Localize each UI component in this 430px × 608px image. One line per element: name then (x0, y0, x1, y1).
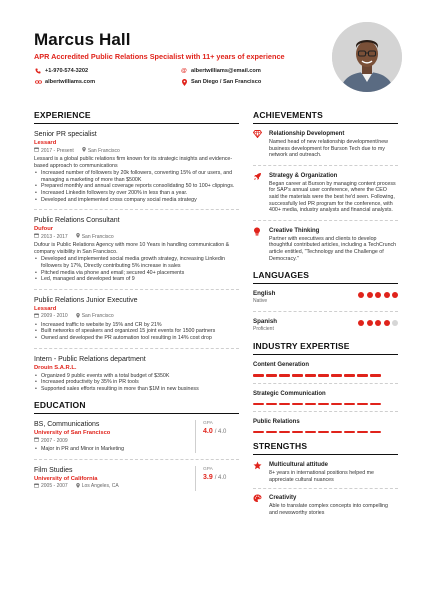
language-level: Native (253, 298, 268, 305)
language-info (253, 290, 275, 305)
contact-email[interactable] (180, 67, 320, 75)
strength-item (253, 488, 398, 516)
language-rating (356, 320, 399, 326)
education-degree: Film Studies (34, 466, 73, 474)
strength-list (253, 461, 398, 516)
job-bullet: • Increased productivity by 35% in PR tools (34, 379, 239, 386)
achievements-heading: ACHIEVEMENTS (253, 110, 398, 124)
experience-list (34, 130, 239, 392)
experience-item (34, 209, 239, 283)
education-bullets (34, 446, 184, 453)
language-item (253, 290, 398, 305)
job-bullet: • Owned and developed the PR automation tool resulting in 14% cost drop (34, 335, 239, 342)
rating-segment (331, 374, 342, 376)
job-bullet: • Organized 9 public events with a total budget of $350K (34, 373, 239, 380)
map-pin-icon (76, 483, 80, 491)
rating-segment (253, 403, 264, 405)
rating-segment (357, 374, 368, 376)
rating-segment (331, 431, 342, 433)
rating-segment (279, 374, 290, 376)
achievement-body (269, 227, 398, 262)
job-company: Dufour (34, 226, 53, 233)
candidate-headline: APR Accredited Public Relations Specialist with 11+ years of experience (34, 52, 285, 61)
strength-body (269, 461, 398, 483)
star-icon (253, 461, 269, 483)
education-school: University of California (34, 475, 98, 482)
job-bullets (34, 373, 239, 393)
education-bullet: • Major in PR and Minor in Marketing (34, 446, 184, 453)
rating-segment (279, 403, 290, 405)
achievement-title: Creative Thinking (269, 227, 320, 234)
rating-segment (370, 374, 381, 376)
achievement-title: Relationship Development (269, 131, 345, 137)
calendar-icon (34, 147, 39, 155)
rating-segment (357, 431, 368, 433)
industry-name: Public Relations (253, 418, 300, 425)
job-bullet: • Built networks of speakers and organized 15 joint events for 1500 partners (34, 328, 239, 335)
rating-segment (292, 403, 303, 405)
strength-item (253, 461, 398, 483)
job-company: Drouin S.A.R.L. (34, 364, 77, 371)
rating-dot (392, 320, 398, 326)
job-bullet: • Supported sales efforts resulting in more than $1M in new business (34, 386, 239, 393)
rating-segment (344, 403, 355, 405)
rating-segment (318, 403, 329, 405)
rating-segment (292, 374, 303, 376)
job-company: Lessard (34, 305, 57, 312)
job-bullets (34, 256, 239, 282)
job-bullet: • Increased Linkedin followers by over 200% in less than a year. (34, 190, 239, 197)
gpa-box (195, 420, 239, 453)
gem-icon (253, 130, 269, 159)
job-location: San Francisco (87, 147, 120, 154)
rating-dot (367, 292, 373, 298)
language-name: English (253, 290, 276, 298)
job-bullets (34, 322, 239, 342)
industry-list (253, 361, 398, 433)
achievement-item (253, 165, 398, 214)
gpa-box (195, 466, 239, 491)
resume-columns (34, 110, 398, 522)
language-level: Proficient (253, 326, 274, 333)
rating-segment (292, 431, 303, 433)
job-dates: 2017 - Present (41, 147, 74, 154)
job-bullet: • Pitched media via phone and email; secured 40+ placements (34, 270, 239, 277)
rating-segment (253, 374, 264, 376)
rating-segment (266, 431, 277, 433)
gpa-max: / 4.0 (214, 474, 227, 481)
language-info (253, 318, 277, 333)
strength-title: Creativity (269, 495, 297, 502)
gpa-value (203, 473, 239, 483)
achievement-body (269, 130, 398, 159)
rating-segment (279, 431, 290, 433)
website-text: albertwilliams.com (45, 79, 96, 85)
rating-segment (266, 374, 277, 376)
rating-segment (318, 374, 329, 376)
calendar-icon (34, 313, 39, 321)
languages-heading: LANGUAGES (253, 270, 398, 284)
at-icon: @ (181, 68, 187, 74)
rating-segment (318, 431, 329, 433)
rating-segment (370, 431, 381, 433)
education-school: University of San Francisco (34, 430, 111, 437)
experience-item (34, 130, 239, 203)
job-title: Public Relations Consultant (34, 217, 120, 225)
gpa-max: / 4.0 (214, 429, 227, 436)
education-dates: 2005 - 2007 (41, 483, 68, 490)
achievement-list (253, 130, 398, 262)
job-description: Dufour is Public Relations Agency with more 10 Years in handling communication & company visibility in San Francisco. (34, 242, 230, 255)
avatar (332, 22, 402, 92)
strength-body (269, 494, 398, 516)
language-name: Spanish (253, 318, 278, 326)
map-pin-icon (82, 147, 86, 155)
job-meta (34, 233, 239, 241)
rocket-icon (253, 172, 269, 214)
experience-item (34, 289, 239, 342)
rating-dot (358, 292, 364, 298)
right-column (253, 110, 398, 522)
map-pin-icon (180, 79, 188, 86)
education-list (34, 420, 239, 497)
education-location: Los Angeles, CA (81, 483, 119, 490)
rating-segment (305, 403, 316, 405)
job-bullet: • Led, managed and developed team of 9 (34, 276, 239, 283)
industry-heading: INDUSTRY EXPERTISE (253, 341, 398, 355)
job-bullet: • Increased traffic to website by 15% and CR by 21% (34, 322, 239, 329)
experience-item (34, 348, 239, 393)
contact-phone[interactable] (34, 67, 180, 75)
achievement-item (253, 220, 398, 262)
language-list (253, 290, 398, 333)
job-bullet: • Developed and implemented cross company social media strategy (34, 197, 239, 204)
rating-segment (305, 431, 316, 433)
left-column (34, 110, 239, 522)
rating-dot (384, 320, 390, 326)
gpa-score: 4.0 (203, 428, 213, 436)
achievement-item (253, 130, 398, 159)
education-heading: EDUCATION (34, 400, 239, 414)
calendar-icon (34, 483, 39, 491)
link-icon (34, 79, 42, 85)
job-title: Senior PR specialist (34, 131, 97, 138)
education-meta (34, 483, 184, 491)
map-pin-icon (76, 313, 80, 321)
rating-dot (367, 320, 373, 326)
rating-segment (331, 403, 342, 405)
job-location: San Francisco (81, 313, 114, 320)
industry-item (253, 383, 398, 405)
location-text: San Diego / San Francisco (191, 79, 262, 85)
strength-description: 8+ years in international positions helped me appreciate cultural nuances (269, 470, 374, 483)
industry-item (253, 411, 398, 433)
rating-dot (384, 292, 390, 298)
job-company: Lessard (34, 140, 57, 146)
achievement-description: Partner with executives and clients to develop thoughtful contributed articles, including a TechCrunch article entitled, "Technology and the Challenge of Democracy." (269, 235, 397, 262)
gpa-score: 3.9 (203, 473, 213, 481)
achievement-description: Began career at Burson by managing content process for SAP's annual user conference, where the CEO said the materials were the best he'd seen. Following, successfully led PR program for the conference, with 400+ media, industry analysts and financial analysts. (269, 180, 396, 214)
rating-segment (370, 403, 381, 405)
rating-segment (344, 431, 355, 433)
achievement-description: Named head of new relationship development/new business development for Burson Tech due to my network and outreach. (269, 139, 388, 159)
education-meta (34, 437, 184, 445)
rating-segment (253, 431, 264, 433)
job-dates: 2013 - 2017 (41, 233, 68, 240)
palette-icon (253, 494, 269, 516)
education-item (34, 459, 239, 497)
rating-dot (392, 292, 398, 298)
resume-header (34, 30, 398, 102)
language-rating (356, 292, 399, 298)
rating-segment (344, 374, 355, 376)
education-degree: BS, Communications (34, 421, 100, 429)
map-pin-icon (76, 233, 80, 241)
industry-rating-bar (253, 403, 398, 405)
job-bullet: • Increased number of followers by 20k followers, converting 15% of our users, and managing a marketing of more than $500K (34, 170, 239, 183)
phone-text: +1-970-574-3202 (45, 68, 89, 74)
job-bullet: • Prepared monthly and annual coverage reports consolidating 50 to 100+ clippings. (34, 183, 239, 190)
job-title: Intern - Public Relations department (34, 355, 146, 363)
strength-description: Able to translate complex concepts into compelling and newsworthy stories (269, 503, 388, 517)
education-main (34, 466, 184, 491)
language-item (253, 311, 398, 333)
job-bullets (34, 170, 239, 203)
gpa-label: GPA (203, 466, 213, 472)
industry-rating-bar (253, 431, 398, 433)
gpa-value (203, 427, 239, 437)
achievement-title: Strategy & Organization (269, 172, 338, 179)
industry-name: Strategic Communication (253, 390, 326, 397)
job-meta (34, 313, 239, 321)
strength-title: Multicultural attitude (269, 462, 328, 469)
calendar-icon (34, 233, 39, 241)
industry-item (253, 361, 398, 376)
job-dates: 2009 - 2010 (41, 313, 68, 320)
industry-name: Content Generation (253, 362, 310, 369)
job-meta (34, 147, 239, 155)
rating-dot (375, 292, 381, 298)
job-description: Lessard is a global public relations firm known for its strategic insights and evidence-based approach to communications (34, 156, 233, 169)
rating-segment (266, 403, 277, 405)
rating-segment (357, 403, 368, 405)
education-main (34, 420, 184, 453)
calendar-icon (34, 437, 39, 445)
industry-rating-bar (253, 374, 398, 376)
job-location: San Francisco (81, 233, 114, 240)
contact-website[interactable] (34, 78, 180, 86)
experience-heading: EXPERIENCE (34, 110, 239, 124)
phone-icon (34, 68, 42, 74)
rating-dot (375, 320, 381, 326)
email-text: albertwilliams@email.com (191, 68, 261, 74)
education-section (34, 400, 239, 497)
achievement-body (269, 172, 398, 214)
rating-dot (358, 320, 364, 326)
education-item (34, 420, 239, 459)
education-dates: 2007 - 2009 (41, 437, 68, 444)
contact-location (180, 78, 320, 86)
job-title: Public Relations Junior Executive (34, 296, 138, 304)
gpa-label: GPA (203, 421, 213, 427)
lightbulb-icon (253, 227, 269, 262)
job-bullet: • Developed and implemented social media growth strategy, increasing Linkedin followers by 17%, Directly contributing 5% increase in sales (34, 256, 239, 269)
candidate-name: Marcus Hall (34, 30, 131, 49)
rating-segment (305, 374, 316, 376)
strengths-heading: STRENGTHS (253, 441, 398, 455)
